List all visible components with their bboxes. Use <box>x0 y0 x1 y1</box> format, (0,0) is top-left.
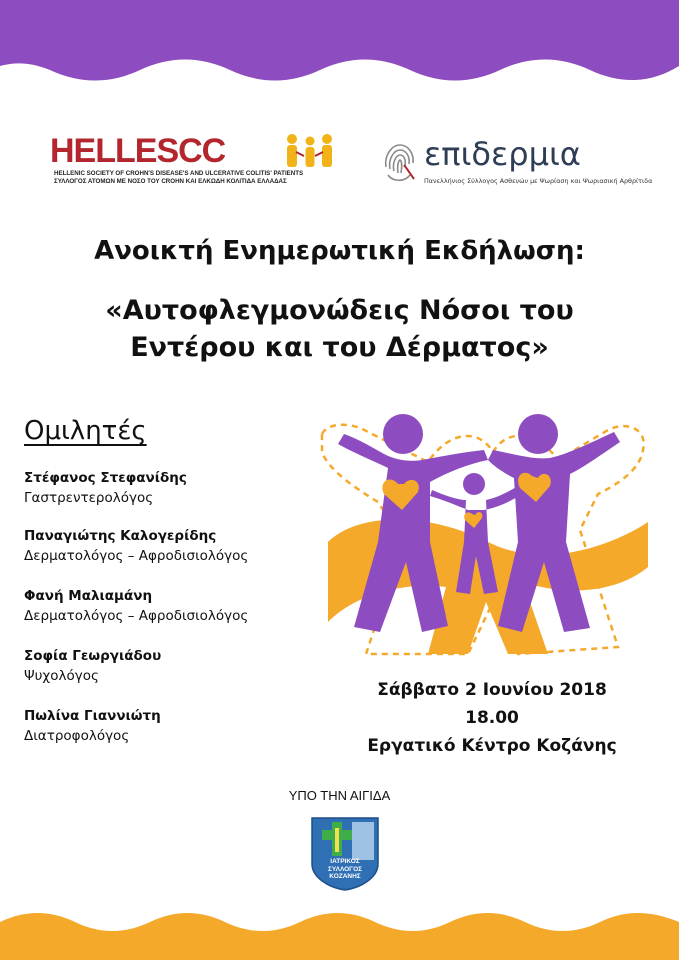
speaker-name: Παναγιώτης Καλογερίδης <box>24 528 217 544</box>
badge-line2: ΣΥΛΛΟΓΟΣ <box>327 865 363 873</box>
event-time: 18.00 <box>465 708 519 728</box>
hellescc-logo <box>50 130 304 190</box>
event-venue: Εργατικό Κέντρο Κοζάνης <box>367 736 617 756</box>
top-wave-banner <box>0 0 679 90</box>
epiderma-wordmark: επιδερμια <box>424 135 581 173</box>
patronage-label: ΥΠΟ ΤΗΝ ΑΙΓΙΔΑ <box>288 788 391 803</box>
medical-association-badge <box>308 812 382 892</box>
bottom-wave-banner <box>0 900 679 960</box>
epiderma-subtitle: Πανελλήνιος Σύλλογος Ασθενών με Ψωρίαση και Ψωριασική Αρθρίτιδα <box>424 177 653 185</box>
speaker-role: Δερματολόγος – Αφροδισιολόγος <box>24 608 249 624</box>
speaker-role: Διατροφολόγος <box>24 728 130 744</box>
hellescc-name: HELLESCC <box>50 132 226 170</box>
people-figures-icon <box>282 132 338 170</box>
speaker-name: Φανή Μαλιαμάνη <box>24 588 153 604</box>
speaker-item <box>24 528 344 564</box>
hellescc-subtitle-en: HELLENIC SOCIETY OF CROHN'S DISEASE'S AND ULCERATIVE COLITIS' PATIENTS <box>54 170 304 177</box>
speaker-item <box>24 588 344 624</box>
speaker-item <box>24 708 344 744</box>
speaker-role: Δερματολόγος – Αφροδισιολόγος <box>24 548 249 564</box>
speaker-role: Ψυχολόγος <box>24 668 99 684</box>
speaker-name: Στέφανος Στεφανίδης <box>24 470 187 486</box>
speaker-name: Πωλίνα Γιαννιώτη <box>24 708 161 724</box>
hellescc-wordmark <box>50 132 225 171</box>
event-subtitle-line1: «Αυτοφλεγμονώδεις Νόσοι του <box>105 295 574 326</box>
speaker-item <box>24 470 344 506</box>
fingerprint-icon <box>378 137 420 185</box>
speaker-role: Γαστρεντερολόγος <box>24 490 154 506</box>
event-subtitle <box>0 292 679 366</box>
badge-line3: ΚΟΖΑΝΗΣ <box>329 873 361 880</box>
speaker-name: Σοφία Γεωργιάδου <box>24 648 162 664</box>
event-subtitle-line2: Εντέρου και του Δέρματος» <box>130 332 549 363</box>
speaker-item <box>24 648 344 684</box>
badge-line1: ΙΑΤΡΙΚΟΣ <box>330 858 360 865</box>
speakers-heading: Ομιλητές <box>24 416 147 446</box>
hellescc-subtitle-gr: ΣΥΛΛΟΓΟΣ ΑΤΟΜΩΝ ΜΕ ΝΟΣΟ ΤΟΥ CROHN ΚΑΙ ΕΛΚΩΔΗ ΚΟΛΙΤΙΔΑ ΕΛΛΑΔΑΣ <box>54 178 287 185</box>
event-date: Σάββατο 2 Ιουνίου 2018 <box>377 680 607 700</box>
family-illustration <box>318 392 658 662</box>
epiderma-logo <box>378 135 653 195</box>
event-title: Ανοικτή Ενημερωτική Εκδήλωση: <box>94 236 585 266</box>
